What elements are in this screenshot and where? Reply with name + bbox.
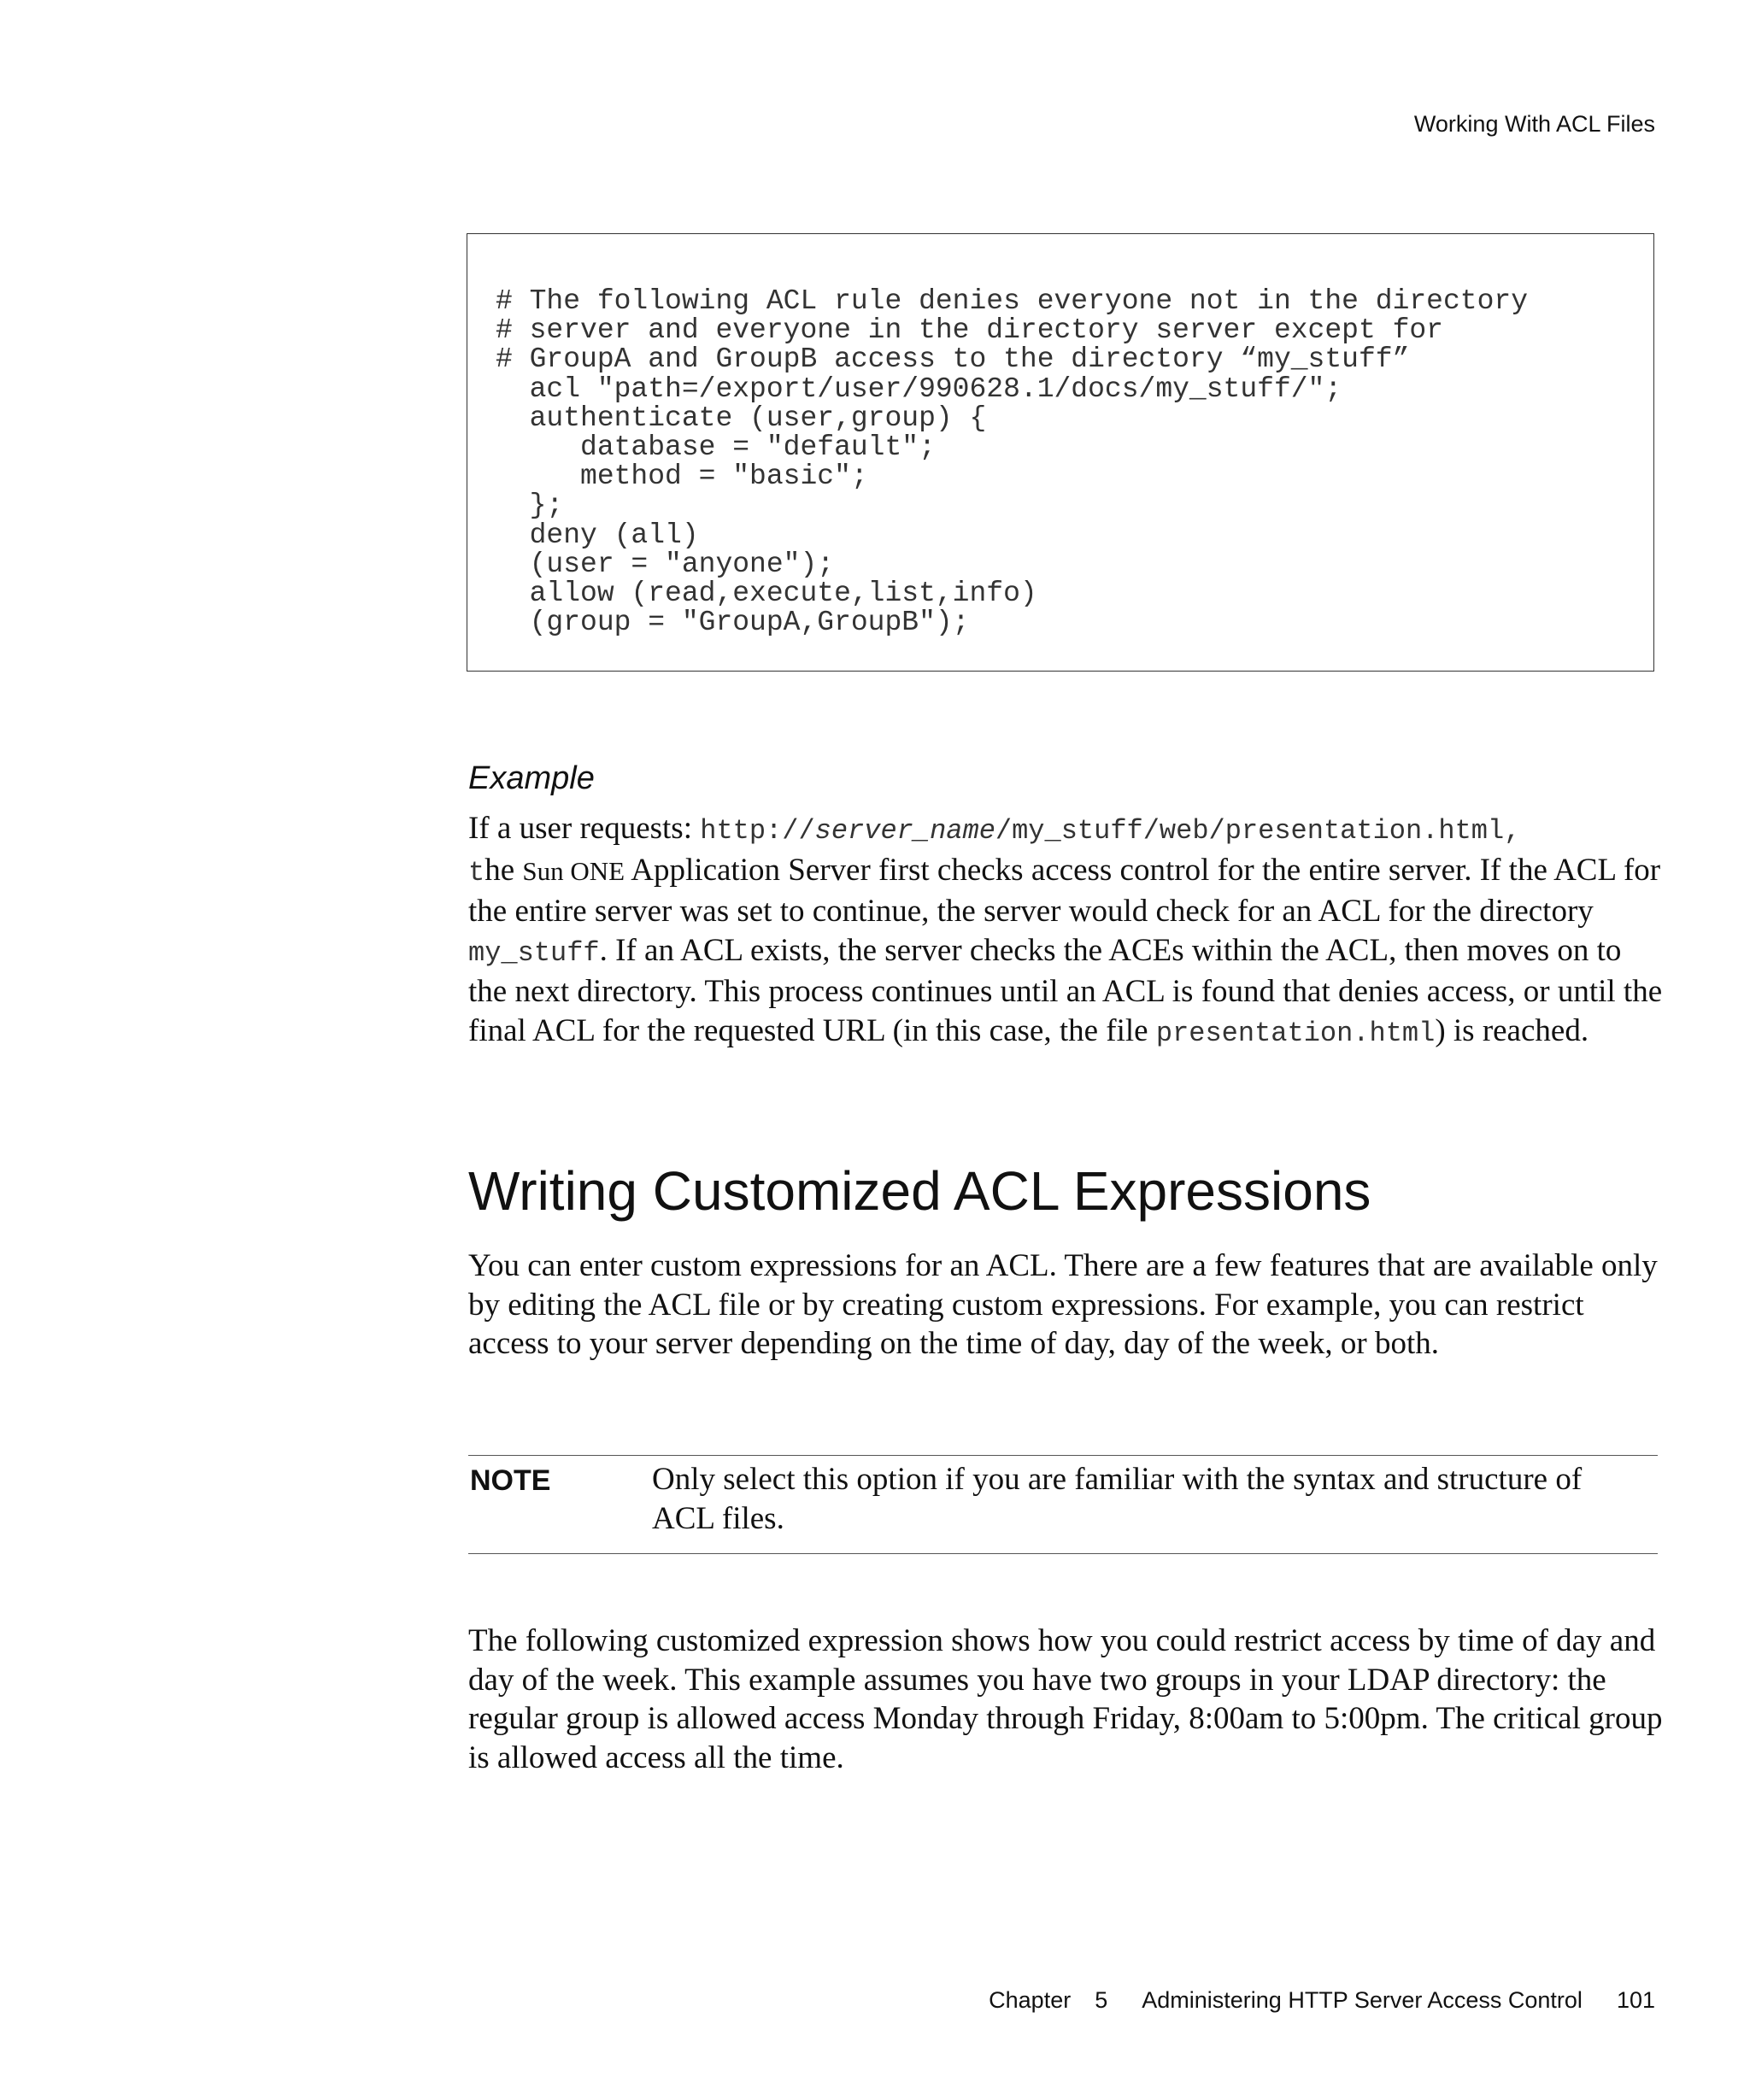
note-text: Only select this option if you are familiar with the syntax and structure of ACL files. <box>652 1462 1583 1536</box>
code-directory-name: my_stuff <box>468 936 600 969</box>
product-name: Sun ONE <box>522 855 625 886</box>
text-segment: he <box>484 852 523 888</box>
page-footer <box>989 1987 1655 2014</box>
footer-chapter-label: Chapter <box>989 1987 1072 2013</box>
example-heading: Example <box>468 760 595 796</box>
text-segment: Application Server first checks access control for the entire server. If the ACL for the entire server was set to continue, the server would check for an ACL for the directory <box>468 852 1661 929</box>
running-header: Working With ACL Files <box>1413 111 1655 137</box>
text-segment: ) is reached. <box>1435 1012 1589 1048</box>
footer-page-number: 101 <box>1616 1987 1655 2013</box>
code-file-name: presentation.html <box>1155 1017 1436 1049</box>
code-example-box <box>467 233 1654 672</box>
note-box <box>468 1455 1658 1554</box>
intro-paragraph: You can enter custom expressions for an ACL. There are a few features that are available only by editing the ACL file or by creating custom expressions. For example, you can restrict access to your server depending on the time of day, day of the week, or both. <box>468 1248 1658 1361</box>
note-label: NOTE <box>470 1464 551 1497</box>
example-paragraph <box>468 809 1665 1053</box>
code-url-path: /my_stuff/web/presentation.html, <box>995 815 1521 847</box>
footer-chapter-number: 5 <box>1095 1987 1108 2013</box>
footer-chapter-title: Administering HTTP Server Access Control <box>1142 1987 1583 2013</box>
text-segment: . If an ACL exists, the server checks the ACEs within the ACL, then moves on to the next directory. This process continues until an ACL is found that denies access, or until the final ACL for the requested URL (in this case, the file <box>468 932 1663 1048</box>
code-url-server-name: server_name <box>814 815 995 847</box>
code-letter-t: t <box>468 856 485 889</box>
final-paragraph: The following customized expression shows how you could restrict access by time of day and day of the week. This example assumes you have two groups in your LDAP directory: the regular group is allowed access Monday through Friday, 8:00am to 5:00pm. The critical group is allowed access all the time. <box>468 1623 1663 1775</box>
section-heading: Writing Customized ACL Expressions <box>468 1160 1371 1222</box>
text-segment: If a user requests: <box>468 811 701 846</box>
acl-code-listing: # The following ACL rule denies everyone not in the directory # server and everyone in the directory server except for # GroupA and GroupB access to the directory “my_stuff” acl "path=/export/user/990628.1/docs/my_stuff/"; authenticate (user,group) { database = "default"; method = "basic"; }; deny (all) (user = "anyone"); allow (read,execute,list,info) (group = "GroupA,GroupB"); <box>496 285 1528 639</box>
code-url-prefix: http:// <box>700 815 815 847</box>
